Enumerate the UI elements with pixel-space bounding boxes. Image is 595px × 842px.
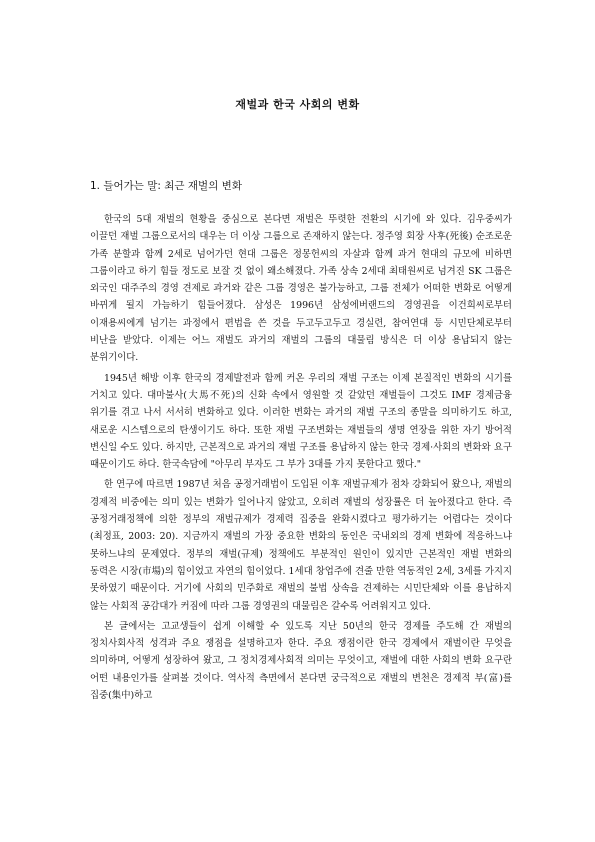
body-paragraph: 본 글에서는 고교생들이 쉽게 이해할 수 있도록 지난 50년의 한국 경제를 주도해 간 재벌의 정치사회사적 성격과 주요 쟁점을 설명하고자 한다. 주요 쟁점이란 한국 경제에서 재벌이란 무엇을 의미하며, 어떻게 성장하여 왔고, 그 정치경제사회적 의미는 무엇이고, 재벌에 대한 사회의 변화 요구란 어떤 내용인가를 살펴볼 것이다. 역사적 측면에서 본다면 궁극적으로 재벌의 변천은 경제적 부(富)를 집중(集中)하고 — [90, 620, 512, 702]
document-title: 재벌과 한국 사회의 변화 — [235, 98, 360, 111]
body-paragraph: 한국의 5대 재벌의 현황을 중심으로 본다면 재벌은 뚜렷한 전환의 시기에 와 있다. 김우중씨가 이끌던 재벌 그룹으로서의 대우는 더 이상 그룹으로 존재하지 않는다. 정주영 회장 사후(死後) 순조로운 가족 분할과 함께 2세로 넘어가던 현대 그룹은 정몽헌씨의 자살과 함께 과거 현대의 규모에 비하면 그룹이라고 하기 힘들 정도로 보잘 것 없이 왜소해졌다. 가족 상속 2세대 최태원씨로 넘겨진 SK 그룹은 외국인 대주주의 경영 견제로 과거와 같은 그룹 경영은 불가능하고, 그룹 전체가 어떠한 변화로 어떻게 바뀌게 될지 가늠하기 힘들어졌다. 삼성은 1996년 삼성에버랜드의 경영권을 이건희씨로부터 이재용씨에게 넘기는 과정에서 편법을 쓴 것을 두고두고두고 경실련, 참여연대 등 시민단체로부터 비난을 받았다. 이제는 어느 재벌도 과거의 재벌의 그룹의 대물림 방식은 더 이상 용납되지 않는 분위기이다. — [90, 214, 512, 364]
body-paragraph: 한 연구에 따르면 1987년 처음 공정거래법이 도입된 이후 재벌규제가 점차 강화되어 왔으나, 재벌의 경제적 비중에는 의미 있는 변화가 일어나지 않았고, 오히려 재벌의 성장률은 더 높아졌다고 한다. 즉 공정거래정책에 의한 정부의 재벌규제가 경제력 집중을 완화시켰다고 평가하기는 어렵다는 것이다(최정표, 2003: 20). 지금까지 재벌의 가장 중요한 변화의 동인은 국내외의 경제 변화에 적응하느냐 못하느냐의 문제였다. 정부의 재벌(규제) 정책에도 부분적인 원인이 있지만 근본적인 재벌 변화의 동력은 시장(市場)의 힘이었고 자연의 힘이었다. 1세대 창업주에 견줄 만한 역동적인 2세, 3세를 가지지 못하였기 때문이다. 거기에 사회의 민주화로 재벌의 불법 상속을 견제하는 시민단체와 이를 용납하지 않는 사회적 공감대가 커짐에 따라 그룹 경영권의 대물림은 갈수록 어려워지고 있다. — [90, 479, 512, 612]
section-heading: 1. 들어가는 말: 최근 재벌의 변화 — [90, 180, 242, 192]
body-paragraph: 1945년 해방 이후 한국의 경제발전과 함께 커온 우리의 재벌 구조는 이제 본질적인 변화의 시기를 거치고 있다. 대마불사(大馬不死)의 신화 속에서 영원할 것 같았던 재벌들이 그것도 IMF 경제금융 위기를 겪고 나서 서서히 변화하고 있다. 이러한 변화는 과거의 재벌 구조의 종말을 의미하기도 하고, 새로운 시스템으로의 탄생이기도 하다. 또한 재벌 구조변화는 재벌들의 생명 연장을 위한 자기 방어적 변신일 수도 있다. 하지만, 근본적으로 과거의 재벌 구조를 용납하지 않는 한국 경제·사회의 변화와 요구 때문이기도 하다. 한국속담에 "아무리 부자도 그 부가 3대를 가지 못한다고 했다." — [90, 372, 512, 471]
document-body — [90, 211, 512, 707]
